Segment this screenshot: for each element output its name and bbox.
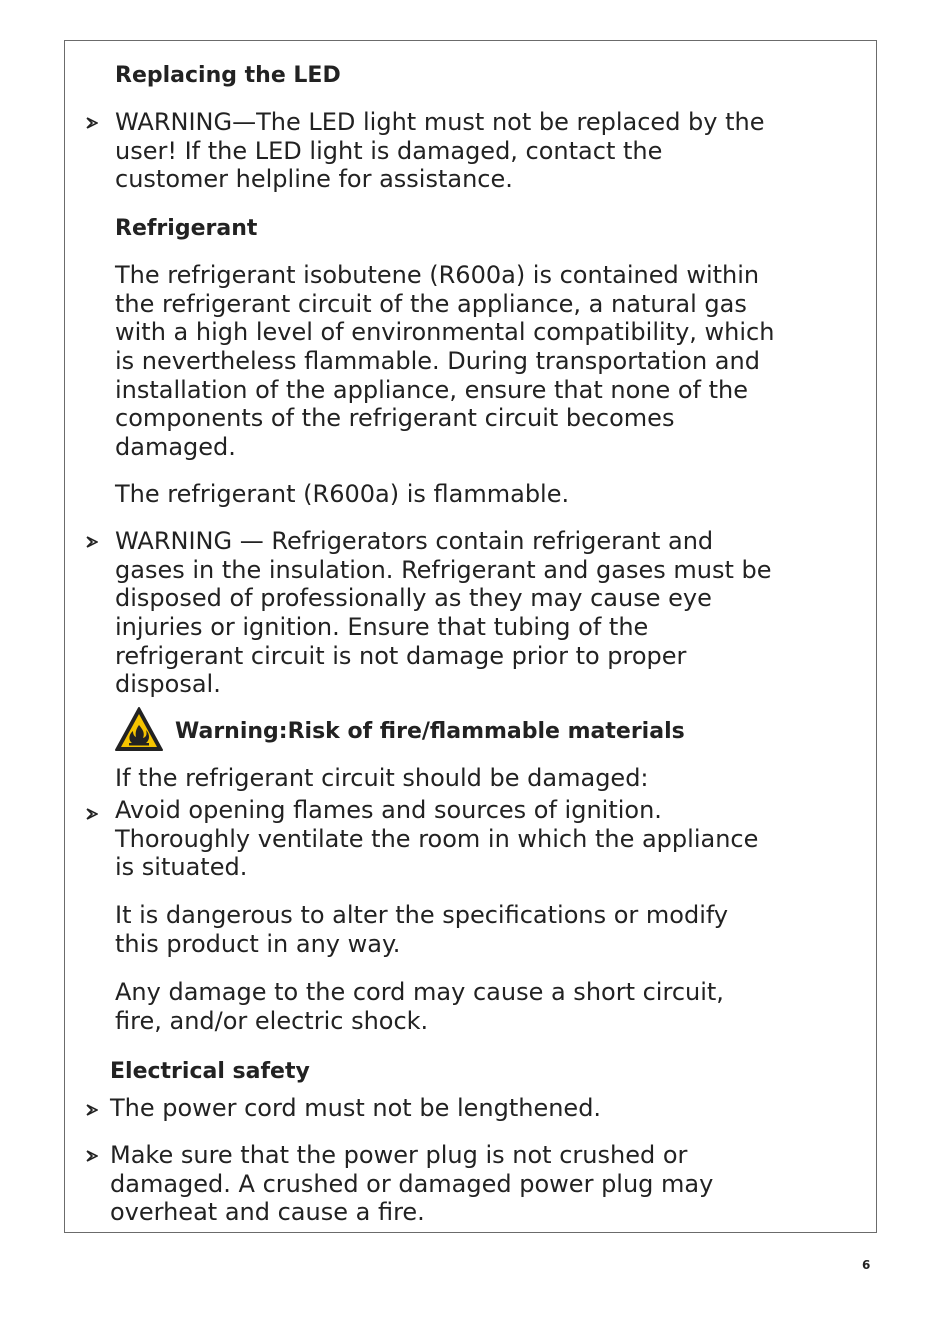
bullet-arrow-icon [86,117,98,129]
text-line: gases in the insulation. Refrigerant and gases must be [115,555,772,584]
text-line: WARNING — Refrigerators contain refrigerant and [115,527,714,555]
text-line: fire, and/or electric shock. [115,1006,429,1035]
text-line: damaged. [115,433,236,462]
page-number: 6 [862,1258,871,1272]
refrigerant-flammable-note: The refrigerant (R600a) is flammable. [115,480,570,508]
text-line: the refrigerant circuit of the appliance, a natural gas [115,289,747,318]
text-line: disposal. [115,670,221,699]
electrical-bullet-plug [110,1141,713,1227]
text-line: Make sure that the power plug is not crushed or [110,1141,688,1169]
text-line: is nevertheless flammable. During transportation and [115,347,760,376]
text-line: Thoroughly ventilate the room in which the appliance [115,824,759,853]
text-line: overheat and cause a fire. [110,1198,425,1227]
flammable-warning-icon [114,706,164,752]
text-line: disposed of professionally as they may cause eye [115,584,712,613]
bullet-arrow-icon [86,1104,98,1116]
text-line: refrigerant circuit is not damage prior to proper [115,641,687,670]
bullet-arrow-icon [86,808,98,820]
led-heading: Replacing the LED [115,63,341,88]
bullet-arrow-icon [86,536,98,548]
text-line: installation of the appliance, ensure that none of the [115,375,749,404]
text-line: user! If the LED light is damaged, contact the [115,136,663,165]
text-line: Any damage to the cord may cause a short circuit, [115,978,724,1006]
text-line: is situated. [115,853,248,882]
fire-warning-intro: If the refrigerant circuit should be damaged: [115,764,649,792]
text-line: components of the refrigerant circuit becomes [115,404,675,433]
text-line: damaged. A crushed or damaged power plug may [110,1169,714,1198]
electrical-bullet-cord: The power cord must not be lengthened. [110,1094,602,1122]
cord-warning [115,978,724,1035]
text-line: Avoid opening flames and sources of ignition. [115,796,662,824]
electrical-heading: Electrical safety [110,1059,310,1084]
modify-warning [115,901,728,958]
text-line: WARNING—The LED light must not be replaced by the [115,108,765,136]
text-line: customer helpline for assistance. [115,165,513,194]
text-line: The refrigerant isobutene (R600a) is contained within [115,261,760,289]
text-line: It is dangerous to alter the specifications or modify [115,901,729,929]
refrigerant-warning [115,527,772,699]
refrigerant-heading: Refrigerant [115,216,258,241]
text-line: this product in any way. [115,929,401,958]
fire-warning-title: Warning:Risk of fire/flammable materials [175,719,685,744]
fire-warning-bullet [115,796,758,882]
refrigerant-paragraph [115,261,774,462]
text-line: injuries or ignition. Ensure that tubing of the [115,613,649,642]
bullet-arrow-icon [86,1150,98,1162]
text-line: with a high level of environmental compatibility, which [115,318,775,347]
led-warning [115,108,765,194]
